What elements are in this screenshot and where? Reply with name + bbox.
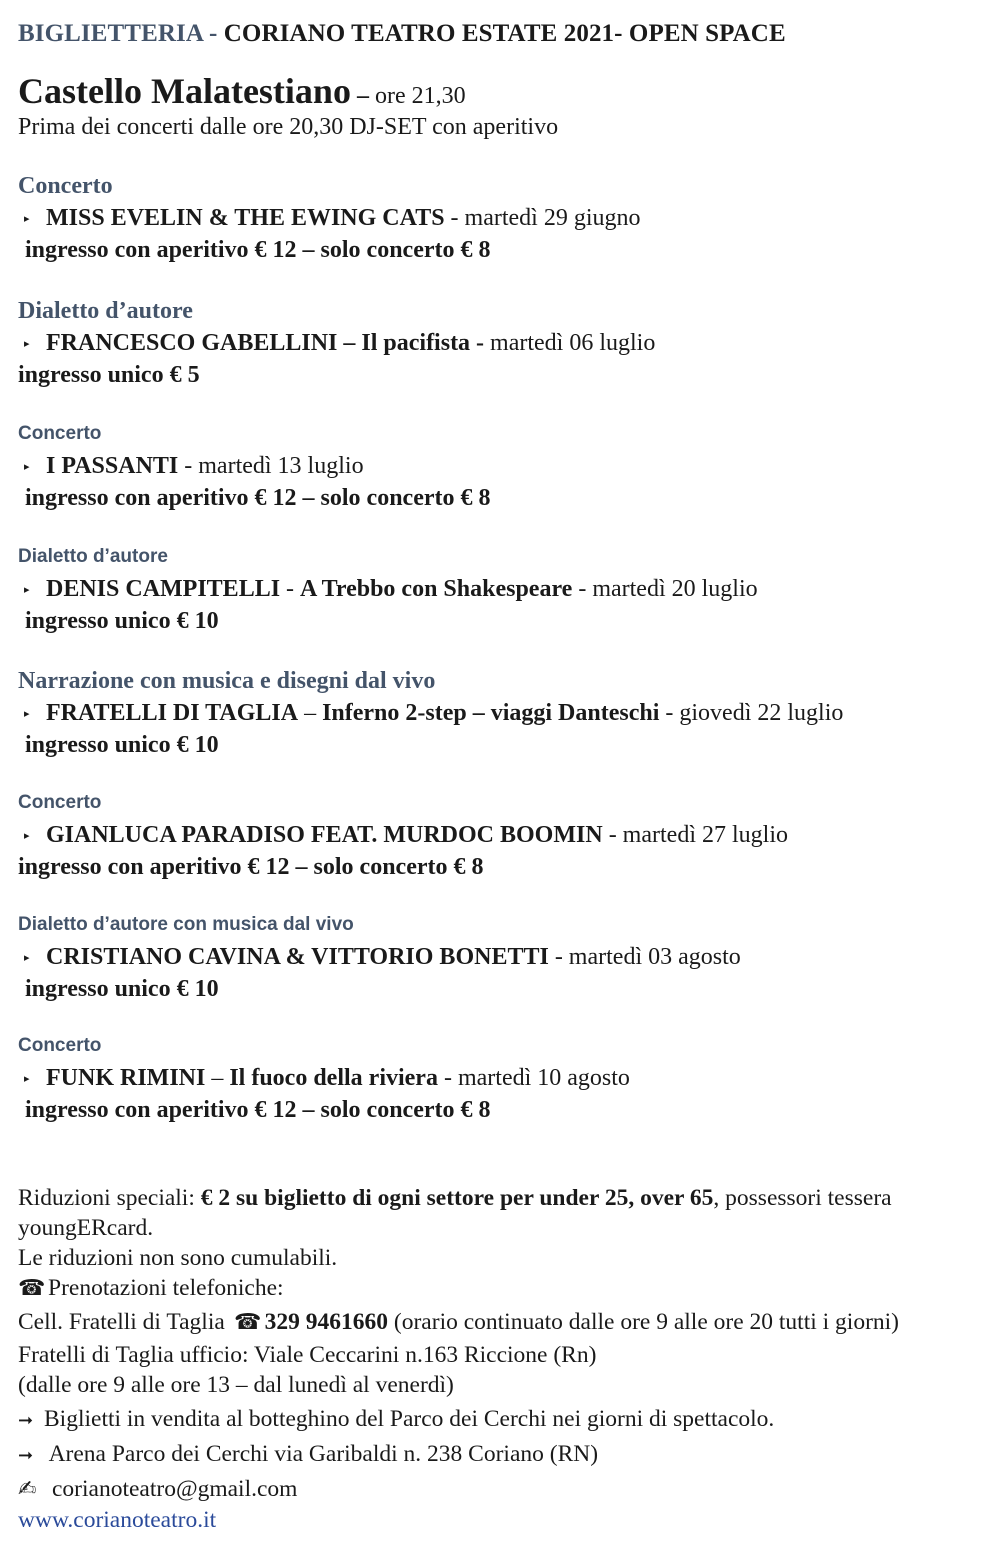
reductions-line-2: youngERcard. [18, 1215, 154, 1241]
event-line [18, 573, 993, 605]
event-price: ingresso con aperitivo € 12 – solo concerto € 8 [25, 485, 491, 511]
event-category: Concerto [18, 423, 102, 444]
office-hours: (dalle ore 9 alle ore 13 – dal lunedì al venerdì) [18, 1372, 454, 1398]
event-block [18, 1030, 993, 1126]
triangle-bullet-icon: ▸ [24, 338, 30, 350]
website-link[interactable]: www.corianoteatro.it [18, 1507, 217, 1533]
triangle-bullet-icon: ▸ [24, 708, 30, 720]
event-date: - martedì 03 agosto [548, 944, 741, 970]
event-artist: GIANLUCA PARADISO FEAT. MURDOC BOOMIN [46, 822, 603, 848]
venue-intro: Prima dei concerti dalle ore 20,30 DJ-SET con aperitivo [18, 114, 559, 140]
event-date: - martedì 29 giugno [444, 205, 641, 231]
page-header [18, 20, 786, 48]
triangle-bullet-icon: ▸ [24, 213, 30, 225]
event-block [18, 418, 993, 514]
event-block [18, 541, 993, 637]
event-artist: I PASSANTI [46, 453, 179, 479]
cell-number[interactable]: 329 9461660 [264, 1309, 389, 1335]
event-category: Narrazione con musica e disegni dal vivo [18, 668, 436, 694]
header-prefix: BIGLIETTERIA - [18, 20, 224, 47]
event-date: - martedì 13 luglio [178, 453, 364, 479]
email-line [18, 1474, 993, 1505]
tickets-sale-line [18, 1404, 993, 1436]
cell-hours: (orario continuato dalle ore 9 alle ore 20 tutti i giorni) [388, 1309, 899, 1335]
event-date: - giovedì 22 luglio [659, 700, 844, 726]
cell-line [18, 1307, 993, 1338]
venue-time: ore 21,30 [374, 83, 466, 109]
event-block [18, 665, 993, 761]
event-title: Il fuoco della riviera [229, 1065, 438, 1091]
event-artist: FRATELLI DI TAGLIA [46, 700, 299, 726]
event-line [18, 941, 993, 973]
arena-line [18, 1439, 993, 1471]
event-block [18, 295, 993, 391]
event-title: A Trebbo con Shakespeare [300, 576, 573, 602]
event-separator: – [205, 1065, 230, 1091]
event-artist: FRANCESCO GABELLINI – Il pacifista - [46, 330, 485, 356]
event-line [18, 697, 993, 729]
event-line [18, 1062, 993, 1094]
cell-label: Cell. Fratelli di Taglia [18, 1309, 231, 1335]
event-block [18, 909, 993, 1005]
event-line [18, 327, 993, 359]
event-price: ingresso unico € 10 [25, 976, 219, 1002]
event-price: ingresso unico € 10 [25, 608, 219, 634]
event-price: ingresso con aperitivo € 12 – solo concerto € 8 [18, 854, 484, 880]
event-price: ingresso unico € 5 [18, 362, 200, 388]
event-block [18, 787, 993, 883]
triangle-bullet-icon: ▸ [24, 1073, 30, 1085]
header-title: CORIANO TEATRO ESTATE 2021- OPEN SPACE [223, 20, 786, 47]
reductions-bold: € 2 su biglietto di ogni settore per under 25, over 65 [200, 1185, 714, 1211]
event-price: ingresso con aperitivo € 12 – solo concerto € 8 [25, 237, 491, 263]
event-artist: MISS EVELIN & THE EWING CATS [46, 205, 445, 231]
reductions-label: Riduzioni speciali: [18, 1185, 201, 1211]
reductions-rest: , possessori tessera [713, 1185, 892, 1211]
event-block [18, 170, 993, 266]
event-category: Concerto [18, 173, 113, 199]
event-price: ingresso unico € 10 [25, 732, 219, 758]
triangle-bullet-icon: ▸ [24, 461, 30, 473]
triangle-bullet-icon: ▸ [24, 584, 30, 596]
tickets-sale: Biglietti in vendita al botteghino del Parco dei Cerchi nei giorni di spettacolo. [44, 1406, 775, 1432]
phone-icon: ☎ [233, 1310, 262, 1335]
booking-line [18, 1273, 993, 1304]
event-line [18, 202, 993, 234]
event-artist: DENIS CAMPITELLI [46, 576, 281, 602]
event-artist: CRISTIANO CAVINA & VITTORIO BONETTI [46, 944, 549, 970]
event-price: ingresso con aperitivo € 12 – solo concerto € 8 [25, 1097, 491, 1123]
arrow-right-icon: ➞ [18, 1445, 34, 1466]
event-separator: – [298, 700, 323, 726]
arrow-right-icon: ➞ [18, 1410, 34, 1431]
event-category: Dialetto d’autore [18, 298, 193, 324]
triangle-bullet-icon: ▸ [24, 952, 30, 964]
event-category: Concerto [18, 1035, 102, 1056]
event-category: Dialetto d’autore [18, 546, 168, 567]
email[interactable]: corianoteatro@gmail.com [52, 1476, 298, 1502]
pen-icon: ✍ [18, 1477, 37, 1502]
event-date: - martedì 10 agosto [437, 1065, 630, 1091]
event-category: Concerto [18, 792, 102, 813]
phone-icon: ☎ [18, 1276, 46, 1301]
event-date: martedì 06 luglio [484, 330, 656, 356]
reductions-line [18, 1183, 993, 1213]
event-title: Inferno 2-step – viaggi Danteschi [322, 700, 660, 726]
event-category: Dialetto d’autore con musica dal vivo [18, 914, 354, 935]
event-date: - martedì 20 luglio [572, 576, 758, 602]
event-separator: - [280, 576, 301, 602]
office-line: Fratelli di Taglia ufficio: Viale Ceccarini n.163 Riccione (Rn) [18, 1342, 597, 1368]
triangle-bullet-icon: ▸ [24, 830, 30, 842]
footer-info [18, 1183, 993, 1535]
venue-dash: – [350, 83, 375, 109]
event-artist: FUNK RIMINI [46, 1065, 206, 1091]
not-cumulative: Le riduzioni non sono cumulabili. [18, 1245, 338, 1271]
venue-name: Castello Malatestiano [18, 71, 351, 111]
event-line [18, 819, 993, 851]
venue-title [18, 70, 466, 112]
event-date: - martedì 27 luglio [602, 822, 788, 848]
arena: Arena Parco dei Cerchi via Garibaldi n. 238 Coriano (RN) [44, 1441, 599, 1467]
booking-label: Prenotazioni telefoniche: [48, 1275, 284, 1301]
event-line [18, 450, 993, 482]
